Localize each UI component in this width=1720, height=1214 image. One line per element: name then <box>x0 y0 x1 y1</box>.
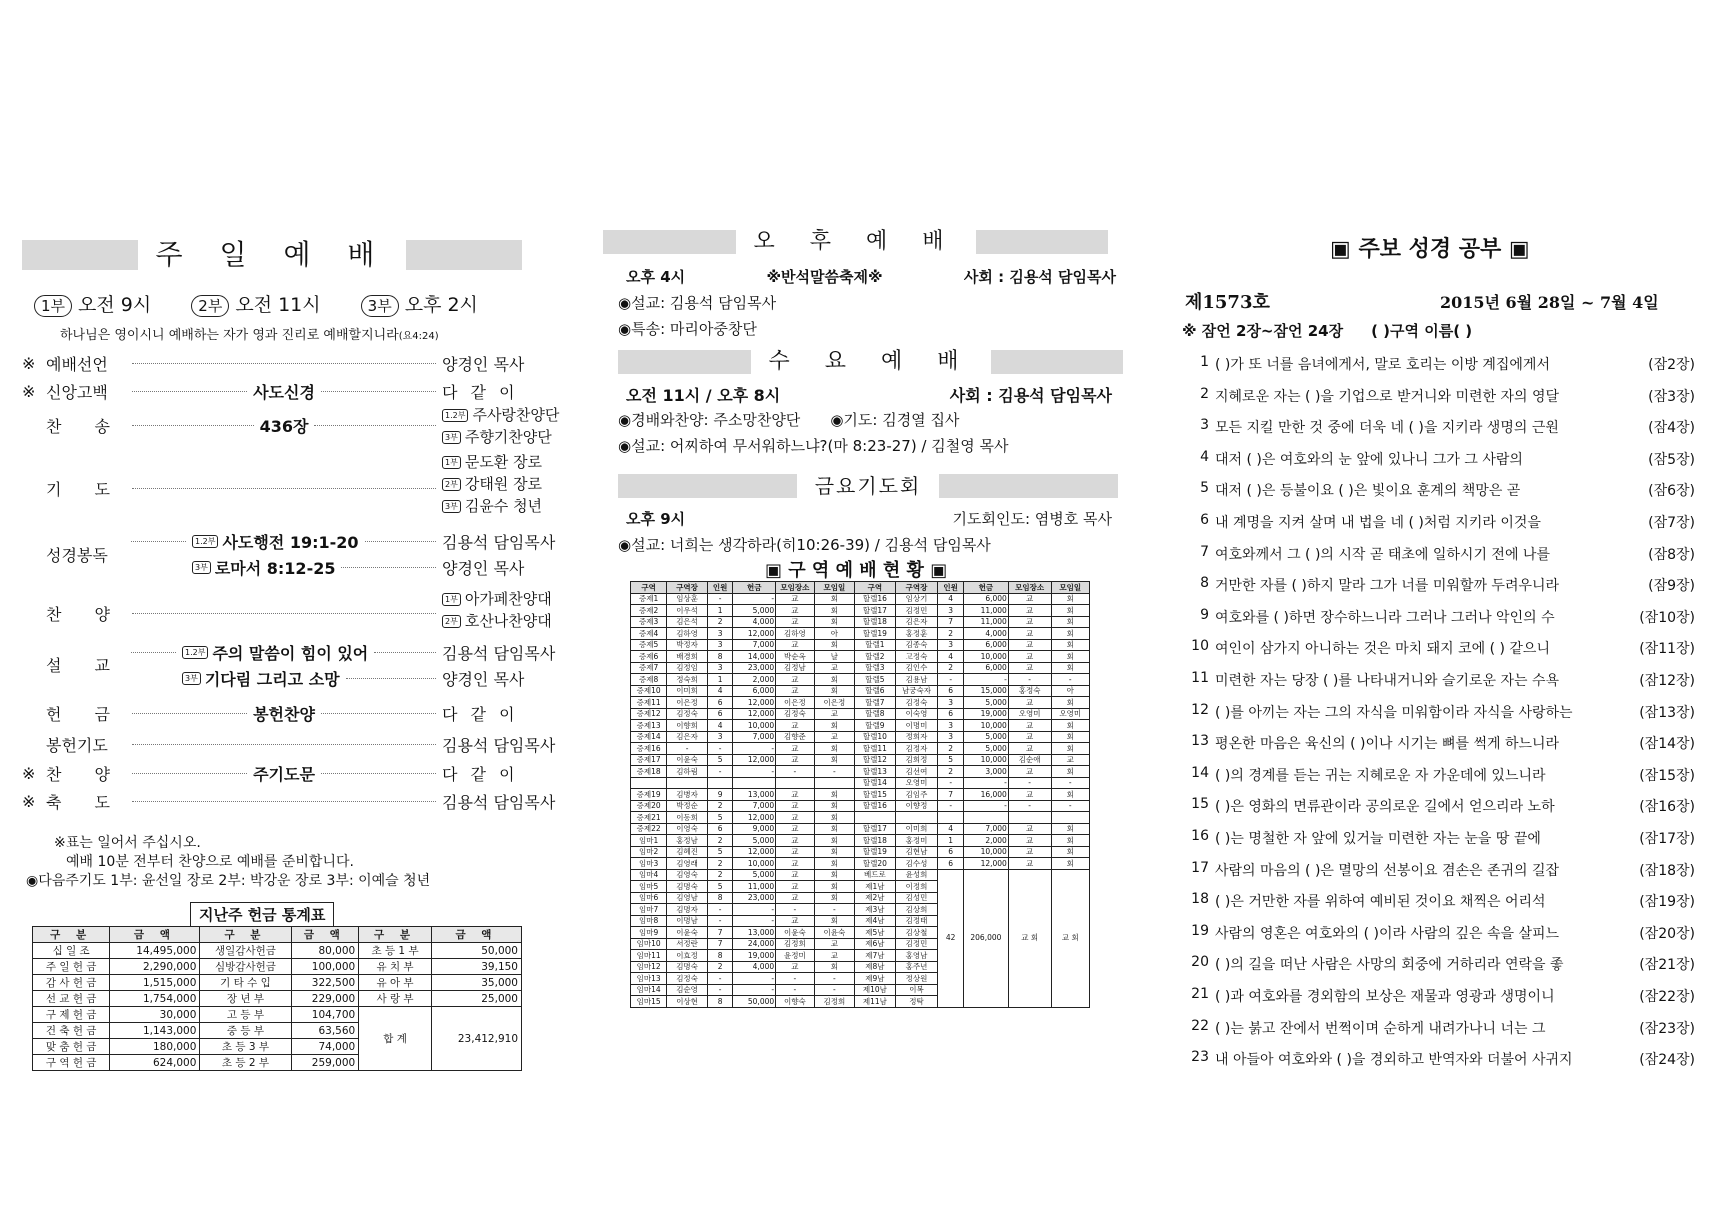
district-row: 임마4 김영숙 2 5,000 교 회 베드로 윤성희 42 206,000 교 회 교 회 <box>631 869 1090 881</box>
district-table: 구역 구역장 인원 헌금 모임장소 모임일 구역 구역장 인원 헌금 모임장소 모임일 증제1 임상훈 - - 교 회 할렐16 임상기 4 6,000 교 회 증제2 이우석 1 5,000 교 회 할렐17 김정민 3 11,000 교 회 증제3 김은석 2 4,000 교 회 할렐18 김은자 7 11,000 교 회 증제4 김하영 3 12,000 김하영 아 할렐19 홍정훈 2 4,000 교 회 증제5 박정자 3 7,000 교 회 할렐1 김종숙 3 6,000 교 회 증제6 배경희 8 14,000 박순옥 날 할렐2 고정숙 4 10,000 교 회 증제7 김정임 3 23,000 김정남 교 할렐3 김인수 2 6,000 교 회 증제8 정숙희 1 2,000 교 회 할렐5 김용남 - - - - 증제10 이미희 4 6,000 교 회 할렐6 남궁숙자 6 15,000 홍정숙 아 증제11 이은정 6 12,000 이은정 이은정 할렐7 김정숙 3 5,000 교 회 증제12 김정숙 6 12,000 김정숙 교 할렐8 이숙영 6 19,000 오영미 오영미 증제13 이향희 4 10,000 교 회 할렐9 이명미 3 10,000 교 회 증제14 김은자 3 7,000 김향준 교 할렐10 정희자 3 5,000 교 회 증제16 - - - 교 회 할렐11 김정자 2 5,000 교 회 증제17 이윤숙 5 12,000 교 회 할렐12 김희정 5 10,000 김순애 교 증제18 김하림 - - - - 할렐13 김선여 2 3,000 교 회 할렐14 오영미 - - - - 증제19 김병자 9 13,000 교 회 할렐15 김임주 7 16,000 교 회 증제20 박정순 2 7,000 교 회 할렐16 이향정 - - - - 증제21 이동희 5 12,000 교 회 증제22 이영숙 6 9,000 교 회 할렐17 이미희 4 7,000 교 회 임마1 홍정남 2 5,000 교 회 할렐18 홍정미 1 2,000 교 회 임마2 김혜진 5 12,000 교 회 할렐19 김현남 6 10,000 교 회 임마3 김영래 2 10,000 교 회 할렐20 김수성 6 12,000 교 회 임마4 김영숙 2 5,000 교 회 베드로 윤성희 42 206,000 교 회 교 회 임마5 김명숙 5 11,000 교 회 제1남 이정희 임마6 김영남 8 23,000 교 회 제2남 김성민 임마7 김명자 - - - - 제3남 김상희 임마8 이명남 - - 교 회 제4남 김정태 임마9 이윤숙 7 13,000 이윤숙 이윤숙 제5남 김상철 임마10 서정란 7 24,000 김정희 교 제6남 김정민 임마11 이효정 8 19,000 윤정미 교 제7남 홍영남 임마12 김명숙 2 4,000 교 회 제8남 홍주년 임마13 김정숙 - - - - 제9남 정상원 임마14 김순영 - - - - 제10남 이복 임마15 이상현 8 50,000 이향숙 김정희 제11남 정탁 <box>630 581 1090 1008</box>
afternoon-info: 오후 4시 ※반석말씀축제※ 사회 : 김용석 담임목사 <box>626 268 1116 286</box>
friday-sermon: ◉설교: 너희는 생각하라(히10:26-39) / 김용석 담임목사 <box>618 536 991 554</box>
order-row: ※ 축 도 김용석 담임목사 <box>22 792 556 812</box>
question-item: 9 여호와를 ( )하면 장수하느니라 그러나 그러나 악인의 수 (잠10장) <box>1200 606 1695 626</box>
worship-notes: ※표는 일어서 주십시오. 예배 10분 전부터 찬양으로 예배를 준비합니다. ◉다음주기도 1부: 윤선일 장로 2부: 박강운 장로 3부: 이예슬 청년 <box>26 835 431 889</box>
offering-row: 구 제 헌 금 30,000 고 등 부 104,700 합 계 23,412,910 <box>33 1007 522 1023</box>
question-item: 12 ( )를 아끼는 자는 그의 자식을 미워함이라 자식을 사랑하는 (잠13장) <box>1191 701 1695 721</box>
district-row: 임마9 이윤숙 7 13,000 이윤숙 이윤숙 제5남 김상철 <box>631 927 1090 939</box>
district-merged-cell: 교 회 <box>1051 869 1090 1007</box>
district-merged-cell: 교 회 <box>1008 869 1051 1007</box>
order-row: ※ 예배선언 양경인 목사 <box>22 354 525 374</box>
service-part-3: 3부 <box>361 295 399 317</box>
question-item: 18 ( )은 거만한 자를 위하여 예비된 것이요 채찍은 어리석 (잠19장) <box>1191 891 1695 911</box>
sermon-row: 3부 기다림 그리고 소망 양경인 목사 <box>125 667 562 690</box>
district-row: 증제5 박정자 3 7,000 교 회 할렐1 김종숙 3 6,000 교 회 <box>631 639 1090 651</box>
service-times: 1부 오전 9시 2부 오전 11시 3부 오후 2시 <box>34 290 478 317</box>
district-row: 임마6 김영남 8 23,000 교 회 제2남 김성민 <box>631 892 1090 904</box>
question-item: 14 ( )의 경계를 듣는 귀는 지혜로운 자 가운데에 있느니라 (잠15장) <box>1191 764 1695 784</box>
scripture-row: 1.2부 사도행전 19:1-20 김용석 담임목사 <box>125 530 562 553</box>
scripture-label: 성경봉독 <box>46 546 108 565</box>
afternoon-special: ◉특송: 마리아중창단 <box>618 320 757 338</box>
district-row: 증제20 박정순 2 7,000 교 회 할렐16 이향정 - - - - <box>631 800 1090 812</box>
study-dates: 2015년 6월 28일 ~ 7월 4일 <box>1440 293 1659 312</box>
question-item: 17 사람의 마음의 ( )은 멸망의 선봉이요 겸손은 존귀의 길잡 (잠18장) <box>1191 859 1695 879</box>
question-item: 19 사람의 영혼은 여호와의 ( )이라 사람의 깊은 속을 살피느 (잠20장) <box>1191 922 1695 942</box>
district-row: 임마1 홍정남 2 5,000 교 회 할렐18 홍정미 1 2,000 교 회 <box>631 835 1090 847</box>
question-item: 3 모든 지킬 만한 것 중에 더욱 네 ( )을 지키라 생명의 근원 (잠4장) <box>1200 417 1695 437</box>
question-item: 5 대저 ( )은 등불이요 ( )은 빛이요 훈계의 책망은 곧 (잠6장) <box>1200 480 1695 500</box>
service-part-1: 1부 <box>34 295 72 317</box>
district-merged-cell: 206,000 <box>963 869 1008 1007</box>
offering-total-label: 합 계 <box>359 1007 432 1071</box>
district-row: 임마11 이효정 8 19,000 윤정미 교 제7남 홍영남 <box>631 950 1090 962</box>
offering-row: 감 사 헌 금 1,515,000 기 타 수 입 322,500 유 아 부 35,000 <box>33 975 522 991</box>
district-merged-cell: 42 <box>938 869 964 1007</box>
service-part-2: 2부 <box>191 295 229 317</box>
order-row: 봉헌기도 김용석 담임목사 <box>46 736 556 755</box>
question-item: 2 지혜로운 자는 ( )을 기업으로 받거니와 미련한 자의 영달 (잠3장) <box>1200 385 1695 405</box>
wednesday-info: 오전 11시 / 오후 8시 사회 : 김용석 담임목사 <box>626 386 1112 405</box>
district-row: 증제4 김하영 3 12,000 김하영 아 할렐19 홍정훈 2 4,000 교 회 <box>631 628 1090 640</box>
question-item: 1 ( )가 또 너를 음녀에게서, 말로 호리는 이방 계집에게서 (잠2장) <box>1200 354 1695 373</box>
district-row: 증제18 김하림 - - - - 할렐13 김선여 2 3,000 교 회 <box>631 766 1090 778</box>
district-row: 증제11 이은정 6 12,000 이은정 이은정 할렐7 김정숙 3 5,000 교 회 <box>631 697 1090 709</box>
question-item: 4 대저 ( )은 여호와의 눈 앞에 있나니 그가 그 사람의 (잠5장) <box>1200 448 1695 468</box>
order-row: ※ 신앙고백 사도신경 다 같 이 <box>22 382 519 402</box>
prayer-people: 1부 문도환 장로 2부 강태원 장로 3부 김윤수 청년 <box>442 451 542 517</box>
question-item: 11 미련한 자는 당장 ( )를 나타내거니와 슬기로운 자는 수욕 (잠12장) <box>1191 670 1695 689</box>
district-row: 증제7 김정임 3 23,000 김정남 교 할렐3 김인수 2 6,000 교 회 <box>631 662 1090 674</box>
question-item: 23 내 아들아 여호와와 ( )을 경외하고 반역자와 더불어 사귀지 (잠24장) <box>1191 1049 1695 1069</box>
question-item: 16 ( )는 명철한 자 앞에 있거늘 미련한 자는 눈을 땅 끝에 (잠17장) <box>1191 828 1695 847</box>
district-row: 임마15 이상현 8 50,000 이향숙 김정희 제11남 정탁 <box>631 996 1090 1008</box>
study-title: ▣ 주보 성경 공부 ▣ <box>1330 237 1530 262</box>
offering-total: 23,412,910 <box>431 1007 521 1071</box>
offering-title: 지난주 헌금 통계표 <box>190 902 334 927</box>
theme-verse: 하나님은 영이시니 예배하는 자가 영과 진리로 예배할지니라(요4:24) <box>60 328 439 343</box>
question-item: 15 ( )은 영화의 면류관이라 공의로운 길에서 얻으리라 노하 (잠16장) <box>1191 796 1695 816</box>
district-row: 증제10 이미희 4 6,000 교 회 할렐6 남궁숙자 6 15,000 홍정숙 아 <box>631 685 1090 697</box>
question-item: 6 내 계명을 지켜 살며 내 법을 네 ( )처럼 지키라 이것을 (잠7장) <box>1200 512 1695 531</box>
question-item: 21 ( )과 여호와를 경외함의 보상은 재물과 영광과 생명이니 (잠22장) <box>1191 986 1695 1005</box>
district-row: 증제16 - - - 교 회 할렐11 김정자 2 5,000 교 회 <box>631 743 1090 755</box>
district-row: 증제14 김은자 3 7,000 김향준 교 할렐10 정희자 3 5,000 교 회 <box>631 731 1090 743</box>
sermon-row: 1.2부 주의 말씀이 힘이 있어 김용석 담임목사 <box>125 641 562 664</box>
district-row: 증제8 정숙희 1 2,000 교 회 할렐5 김용남 - - - - <box>631 674 1090 686</box>
question-item: 8 거만한 자를 ( )하지 말라 그가 너를 미워할까 두려우니라 (잠9장) <box>1200 575 1695 595</box>
offering-table: 구 분 금 액 구 분 금 액 구 분 금 액 십 일 조 14,495,000 생일감사헌금 80,000 초 등 1 부 50,000 주 일 헌 금 2,290,000 심방감사헌금 100,000 유 치 부 39,150 감 사 헌 금 1,515,000 기 타 수 입 322,500 유 아 부 35,000 선 교 헌 금 1,754,000 장 년 부 229,000 사 랑 부 25,000 구 제 헌 금 30,000 고 등 부 104,700 합 계 23,412,910 건 축 헌 금 1,143,000 중 등 부 63,560 맞 춤 헌 금 180,000 초 등 3 부 74,000 구 역 헌 금 624,000 초 등 2 부 259,000 <box>32 926 522 1071</box>
sunday-title: 주 일 예 배 <box>138 240 407 270</box>
district-row: 할렐14 오영미 - - - - <box>631 777 1090 789</box>
choirs: 1부 아가페찬양대 2부 호산나찬양대 <box>442 588 552 632</box>
issue-number: 제1573호 <box>1185 292 1270 313</box>
question-item: 13 평온한 마음은 육신의 ( )이나 시기는 뼈를 썩게 하느니라 (잠14장) <box>1191 733 1695 753</box>
sunday-banner <box>22 240 522 270</box>
district-row: 증제21 이동희 5 12,000 교 회 <box>631 812 1090 824</box>
offering-row: 구 역 헌 금 624,000 초 등 2 부 259,000 <box>33 1055 522 1071</box>
offering-row: 주 일 헌 금 2,290,000 심방감사헌금 100,000 유 치 부 39,150 <box>33 959 522 975</box>
order-row: 헌 금 봉헌찬양 다 같 이 <box>46 705 519 724</box>
friday-banner: 금요기도회 <box>618 474 1118 498</box>
question-item: 7 여호와께서 그 ( )의 시작 곧 태초에 일하시기 전에 나를 (잠8장) <box>1200 543 1695 563</box>
district-row: 증제17 이윤숙 5 12,000 교 회 할렐12 김희정 5 10,000 김순애 교 <box>631 754 1090 766</box>
question-item: 20 ( )의 길을 떠난 사람은 사망의 회중에 거하리라 연락을 좋 (잠21장) <box>1191 954 1695 974</box>
district-row: 증제6 배경희 8 14,000 박순옥 날 할렐2 고정숙 4 10,000 교 회 <box>631 651 1090 663</box>
wednesday-banner: 수 요 예 배 <box>618 350 1123 374</box>
wednesday-sermon: ◉설교: 어찌하여 무서워하느냐?(마 8:23-27) / 김철영 목사 <box>618 437 1009 455</box>
district-row: 임마13 김정숙 - - - - 제9남 정상원 <box>631 973 1090 985</box>
offering-row: 건 축 헌 금 1,143,000 중 등 부 63,560 <box>33 1023 522 1039</box>
district-row: 임마8 이명남 - - 교 회 제4남 김정태 <box>631 915 1090 927</box>
district-row: 증제13 이향희 4 10,000 교 회 할렐9 이명미 3 10,000 교 회 <box>631 720 1090 732</box>
district-row: 임마10 서정란 7 24,000 김정희 교 제6남 김정민 <box>631 938 1090 950</box>
scripture-row: 3부 로마서 8:12-25 양경인 목사 <box>125 556 562 579</box>
district-row: 임마3 김영래 2 10,000 교 회 할렐20 김수성 6 12,000 교 회 <box>631 858 1090 870</box>
district-row: 증제12 김정숙 6 12,000 김정숙 교 할렐8 이숙영 6 19,000 오영미 오영미 <box>631 708 1090 720</box>
order-row: 찬 송 436장 <box>22 414 562 437</box>
order-row: ※ 찬 양 주기도문 다 같 이 <box>22 764 519 784</box>
afternoon-banner: 오 후 예 배 <box>603 230 1108 254</box>
offering-row: 맞 춤 헌 금 180,000 초 등 3 부 74,000 <box>33 1039 522 1055</box>
sermon-label: 설 교 <box>46 656 124 675</box>
district-row: 증제2 이우석 1 5,000 교 회 할렐17 김정민 3 11,000 교 회 <box>631 605 1090 617</box>
district-row: 증제3 김은석 2 4,000 교 회 할렐18 김은자 7 11,000 교 회 <box>631 616 1090 628</box>
offering-row: 십 일 조 14,495,000 생일감사헌금 80,000 초 등 1 부 50,000 <box>33 943 522 959</box>
friday-info: 오후 9시 기도회인도: 염병호 목사 <box>626 510 1112 528</box>
afternoon-sermon: ◉설교: 김용석 담임목사 <box>618 294 777 312</box>
district-row: 증제19 김병자 9 13,000 교 회 할렐15 김임주 7 16,000 교 회 <box>631 789 1090 801</box>
offering-row: 선 교 헌 금 1,754,000 장 년 부 229,000 사 랑 부 25,000 <box>33 991 522 1007</box>
district-title: ▣ 구 역 예 배 현 황 ▣ <box>765 560 948 581</box>
study-subject: ※ 잠언 2장~잠언 24장 ( )구역 이름( ) <box>1182 322 1473 340</box>
district-row: 임마5 김명숙 5 11,000 교 회 제1남 이정희 <box>631 881 1090 893</box>
district-row: 임마2 김혜진 5 12,000 교 회 할렐19 김현남 6 10,000 교 회 <box>631 846 1090 858</box>
question-item: 22 ( )는 붉고 잔에서 번쩍이며 순하게 내려가나니 너는 그 (잠23장) <box>1191 1017 1695 1037</box>
order-row: 기 도 <box>22 477 562 500</box>
district-row: 증제1 임상훈 - - 교 회 할렐16 임상기 4 6,000 교 회 <box>631 593 1090 605</box>
district-row: 임마7 김명자 - - - - 제3남 김상희 <box>631 904 1090 916</box>
district-row: 증제22 이영숙 6 9,000 교 회 할렐17 이미희 4 7,000 교 회 <box>631 823 1090 835</box>
hymn-teams: 1.2부 주사랑찬양단 3부 주향기찬양단 <box>442 404 559 448</box>
district-row: 임마14 김순영 - - - - 제10남 이복 <box>631 984 1090 996</box>
question-item: 10 여인이 삼가지 아니하는 것은 마치 돼지 코에 ( ) 같으니 (잠11장) <box>1191 638 1695 658</box>
district-row: 임마12 김명숙 2 4,000 교 회 제8남 홍주년 <box>631 961 1090 973</box>
order-row: 찬 양 <box>22 602 562 625</box>
wednesday-praise: ◉경배와찬양: 주소망찬양단 ◉기도: 김경열 집사 <box>618 411 960 429</box>
